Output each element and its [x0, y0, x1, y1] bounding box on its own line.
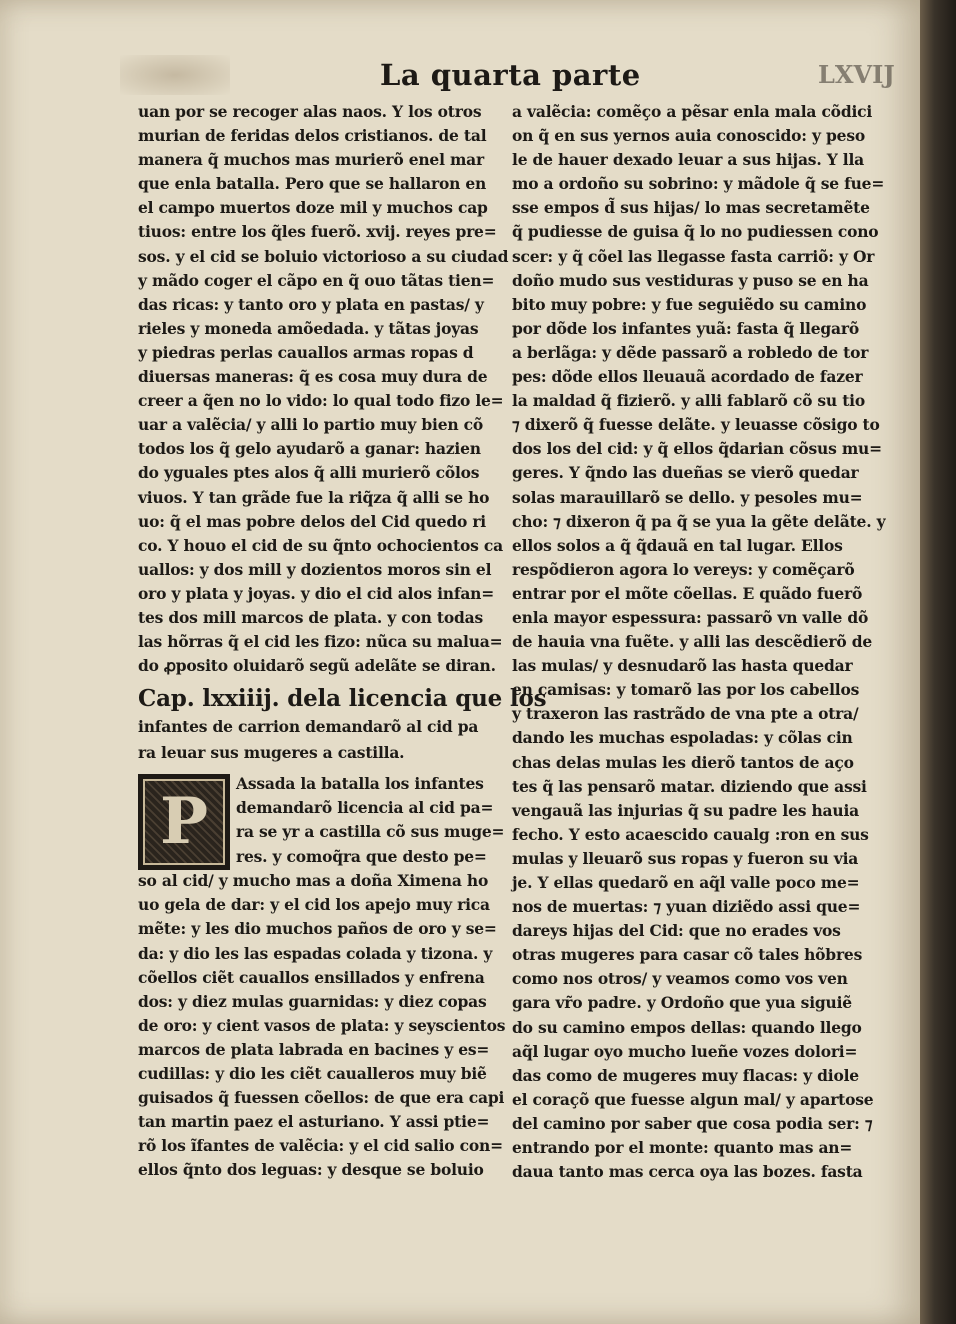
text-line: que enla batalla. Pero que se hallaron en — [138, 174, 487, 194]
text-line: on q̃ en sus yernos auia conoscido: y peso — [512, 126, 865, 146]
text-line: por dõde los infantes yuã: fasta q̃ llegarõ — [512, 318, 859, 338]
text-line: ellos q̃nto dos leguas: y desque se boluio — [138, 1160, 484, 1180]
text-line: pes: dõde ellos lleuauã acordado de fazer — [512, 367, 863, 387]
text-line: la maldad q̃ fizierõ. y alli fablarõ cõ su tio — [512, 391, 865, 411]
text-line: dareys hijas del Cid: que no erades vos — [512, 921, 841, 941]
text-line: a berlãga: y dẽde passarõ a robledo de tor — [512, 342, 869, 362]
text-line: y piedras perlas cauallos armas ropas d — [138, 342, 474, 362]
initial-frame — [143, 779, 225, 865]
text-line: le de hauer dexado leuar a sus hijas. Y lla — [512, 150, 864, 170]
text-line: a valẽcia: comẽço a pẽsar enla mala cõdici — [512, 102, 873, 121]
text-line: daua tanto mas cerca oya las bozes. fasta — [512, 1162, 863, 1182]
text-line: las hõrras q̃ el cid les fizo: nũca su malua= — [138, 632, 503, 652]
text-line: uallos: y dos mill y dozientos moros sin el — [138, 559, 492, 579]
text-line: cho: ⁊ dixeron q̃ pa q̃ se yua la gẽte delãte. y — [512, 511, 886, 531]
text-line: cõellos ciẽt cauallos ensillados y enfrena — [138, 967, 485, 987]
text-line: tes q̃ las pensarõ matar. diziendo que assi — [512, 776, 867, 796]
text-line: ⁊ dixerõ q̃ fuesse delãte. y leuasse cõsigo to — [512, 415, 880, 435]
text-line: mulas y lleuarõ sus ropas y fueron su via — [512, 848, 859, 868]
text-line: dos los del cid: y q̃ ellos q̃darian cõsus mu= — [512, 439, 882, 459]
text-line: respõdieron agora lo vereys: y comẽçarõ — [512, 559, 855, 579]
text-line: dando les muchas espoladas: y cõlas cin — [512, 728, 853, 748]
text-line: ra se yr a castilla cõ sus muge= — [236, 822, 505, 842]
text-line: q̃ pudiesse de guisa q̃ lo no pudiessen cono — [512, 222, 879, 242]
text-line: gara vr̃o padre. y Ordoño que yua siguiẽ — [512, 993, 852, 1013]
text-line: vengauã las injurias q̃ su padre les hauia — [512, 800, 859, 820]
text-line: uan por se recoger alas naos. Y los otros — [138, 102, 482, 121]
text-line: demandarõ licencia al cid pa= — [236, 798, 494, 818]
text-line: uo: q̃ el mas pobre delos del Cid quedo ri — [138, 511, 486, 531]
text-line: enla mayor espessura: passarõ vn valle dõ — [512, 607, 869, 627]
text-line: do su camino empos dellas: quando llego — [512, 1017, 862, 1037]
right-column-text — [512, 100, 886, 1184]
text-line: mẽte: y les dio muchos paños de oro y se= — [138, 919, 497, 939]
text-line: so al cid/ y mucho mas a doña Ximena ho — [138, 871, 489, 891]
text-line: da: y dio les las espadas colada y tizona. y — [138, 943, 493, 963]
left-column — [138, 100, 547, 1182]
text-line: chas delas mulas les dierõ tantos de aço — [512, 752, 854, 772]
text-line: las mulas/ y desnudarõ las hasta quedar — [512, 656, 853, 676]
text-line: entrar por el mõte cõellas. E quãdo fuerõ — [512, 583, 863, 603]
text-line: fecho. Y esto acaescido caualg :ron en sus — [512, 824, 869, 844]
text-line: tiuos: entre los q̃les fuerõ. xvij. reyes pre= — [138, 222, 497, 242]
text-line: del camino por saber que cosa podia ser: ⁊ — [512, 1113, 873, 1133]
text-line: uo gela de dar: y el cid los apejo muy rica — [138, 895, 490, 915]
text-line: en camisas: y tomarõ las por los cabellos — [512, 680, 860, 700]
text-line: murian de feridas delos cristianos. de tal — [138, 126, 487, 146]
text-line: el coraçõ que fuesse algun mal/ y apartose — [512, 1089, 874, 1109]
text-line: de oro: y cient vasos de plata: y seyscientos — [138, 1015, 506, 1035]
text-line: uar a valẽcia/ y alli lo partio muy bien cõ — [138, 415, 484, 435]
text-line: y traxeron las rastrãdo de vna pte a otra/ — [512, 704, 859, 724]
text-line: ra leuar sus mugeres a castilla. — [138, 743, 405, 763]
chapter-heading: Cap. lxxiiij. dela licencia que los — [138, 685, 547, 713]
text-line: das ricas: y tanto oro y plata en pastas/ y — [138, 294, 484, 314]
book-binding-edge — [920, 0, 956, 1324]
text-line: nos de muertas: ⁊ yuan diziẽdo assi que= — [512, 897, 861, 917]
text-line: tan martin paez el asturiano. Y assi ptie= — [138, 1112, 490, 1132]
text-line: das como de mugeres muy flacas: y diole — [512, 1065, 859, 1085]
text-line: aq̃l lugar oyo mucho lueñe vozes dolori= — [512, 1041, 858, 1061]
left-column-text-bottom — [138, 869, 506, 1182]
chapter-subheading — [138, 714, 488, 766]
text-line: ellos solos a q̃ q̃dauã en tal lugar. Ellos — [512, 535, 843, 555]
text-line: diuersas maneras: q̃ es cosa muy dura de — [138, 367, 488, 387]
text-line: viuos. Y tan grãde fue la riq̃za q̃ alli se ho — [138, 487, 490, 507]
paper-stain — [120, 55, 230, 95]
text-line: je. Y ellas quedarõ en aq̃l valle poco me= — [512, 873, 860, 892]
text-line: como nos otros/ y veamos como vos ven — [512, 969, 848, 989]
text-line: do ꝓposito oluidarõ segũ adelãte se diran. — [138, 656, 496, 676]
initial-letter: P — [160, 784, 208, 860]
text-line: todos los q̃ gelo ayudarõ a ganar: hazien — [138, 439, 481, 459]
text-line: mo a ordoño su sobrino: y mãdole q̃ se fue= — [512, 174, 885, 194]
text-line: sse empos d̃ sus hijas/ lo mas secretamẽte — [512, 198, 870, 218]
text-line: manera q̃ muchos mas murierõ enel mar — [138, 150, 484, 170]
text-line: el campo muertos doze mil y muchos cap — [138, 198, 488, 218]
text-line: doño mudo sus vestiduras y puso se en ha — [512, 270, 869, 290]
text-line: geres. Y q̃ndo las dueñas se vierõ quedar — [512, 463, 859, 483]
folio-number: LXVIJ — [818, 60, 895, 89]
text-line: marcos de plata labrada en bacines y es= — [138, 1039, 490, 1059]
text-line: co. Y houo el cid de su q̃nto ochocientos ca — [138, 535, 503, 555]
text-line: sos. y el cid se boluio victorioso a su ciudad — [138, 246, 509, 266]
text-line: do yguales ptes alos q̃ alli murierõ cõlos — [138, 463, 480, 483]
text-line: cudillas: y dio les ciẽt caualleros muy biẽ — [138, 1064, 487, 1083]
text-line: entrando por el monte: quanto mas an= — [512, 1138, 853, 1158]
initial-adjacent-text — [236, 772, 505, 868]
text-line: de hauia vna fuẽte. y alli las descẽdierõ de — [512, 632, 873, 652]
text-line: rõ los ĩfantes de valẽcia: y el cid salio con= — [138, 1136, 503, 1156]
left-column-text-top — [138, 100, 509, 678]
text-line: guisados q̃ fuessen cõellos: de que era capi — [138, 1088, 505, 1108]
running-head: La quarta parte — [380, 58, 641, 92]
text-line: scer: y q̃ cõel las llegasse fasta carriõ: y Or — [512, 246, 875, 266]
initial-block — [138, 772, 505, 869]
text-line: creer a q̃en no lo vido: lo qual todo fizo le= — [138, 391, 504, 411]
text-line: res. y comoq̃ra que desto pe= — [236, 846, 487, 866]
text-line: solas marauillarõ se dello. y pesoles mu= — [512, 487, 863, 507]
text-line: rieles y moneda amõedada. y tãtas joyas — [138, 318, 479, 338]
text-line: Assada la batalla los infantes — [236, 774, 484, 794]
decorated-initial — [138, 774, 230, 870]
text-line: otras mugeres para casar cõ tales hõbres — [512, 945, 863, 965]
text-line: infantes de carrion demandarõ al cid pa — [138, 717, 479, 737]
right-column — [512, 100, 886, 1184]
text-line: y mãdo coger el cãpo en q̃ ouo tãtas tien= — [138, 270, 495, 290]
text-line: tes dos mill marcos de plata. y con todas — [138, 607, 484, 627]
text-line: oro y plata y joyas. y dio el cid alos infan= — [138, 583, 495, 603]
text-line: dos: y diez mulas guarnidas: y diez copas — [138, 991, 487, 1011]
text-line: bito muy pobre: y fue seguiẽdo su camino — [512, 294, 867, 314]
